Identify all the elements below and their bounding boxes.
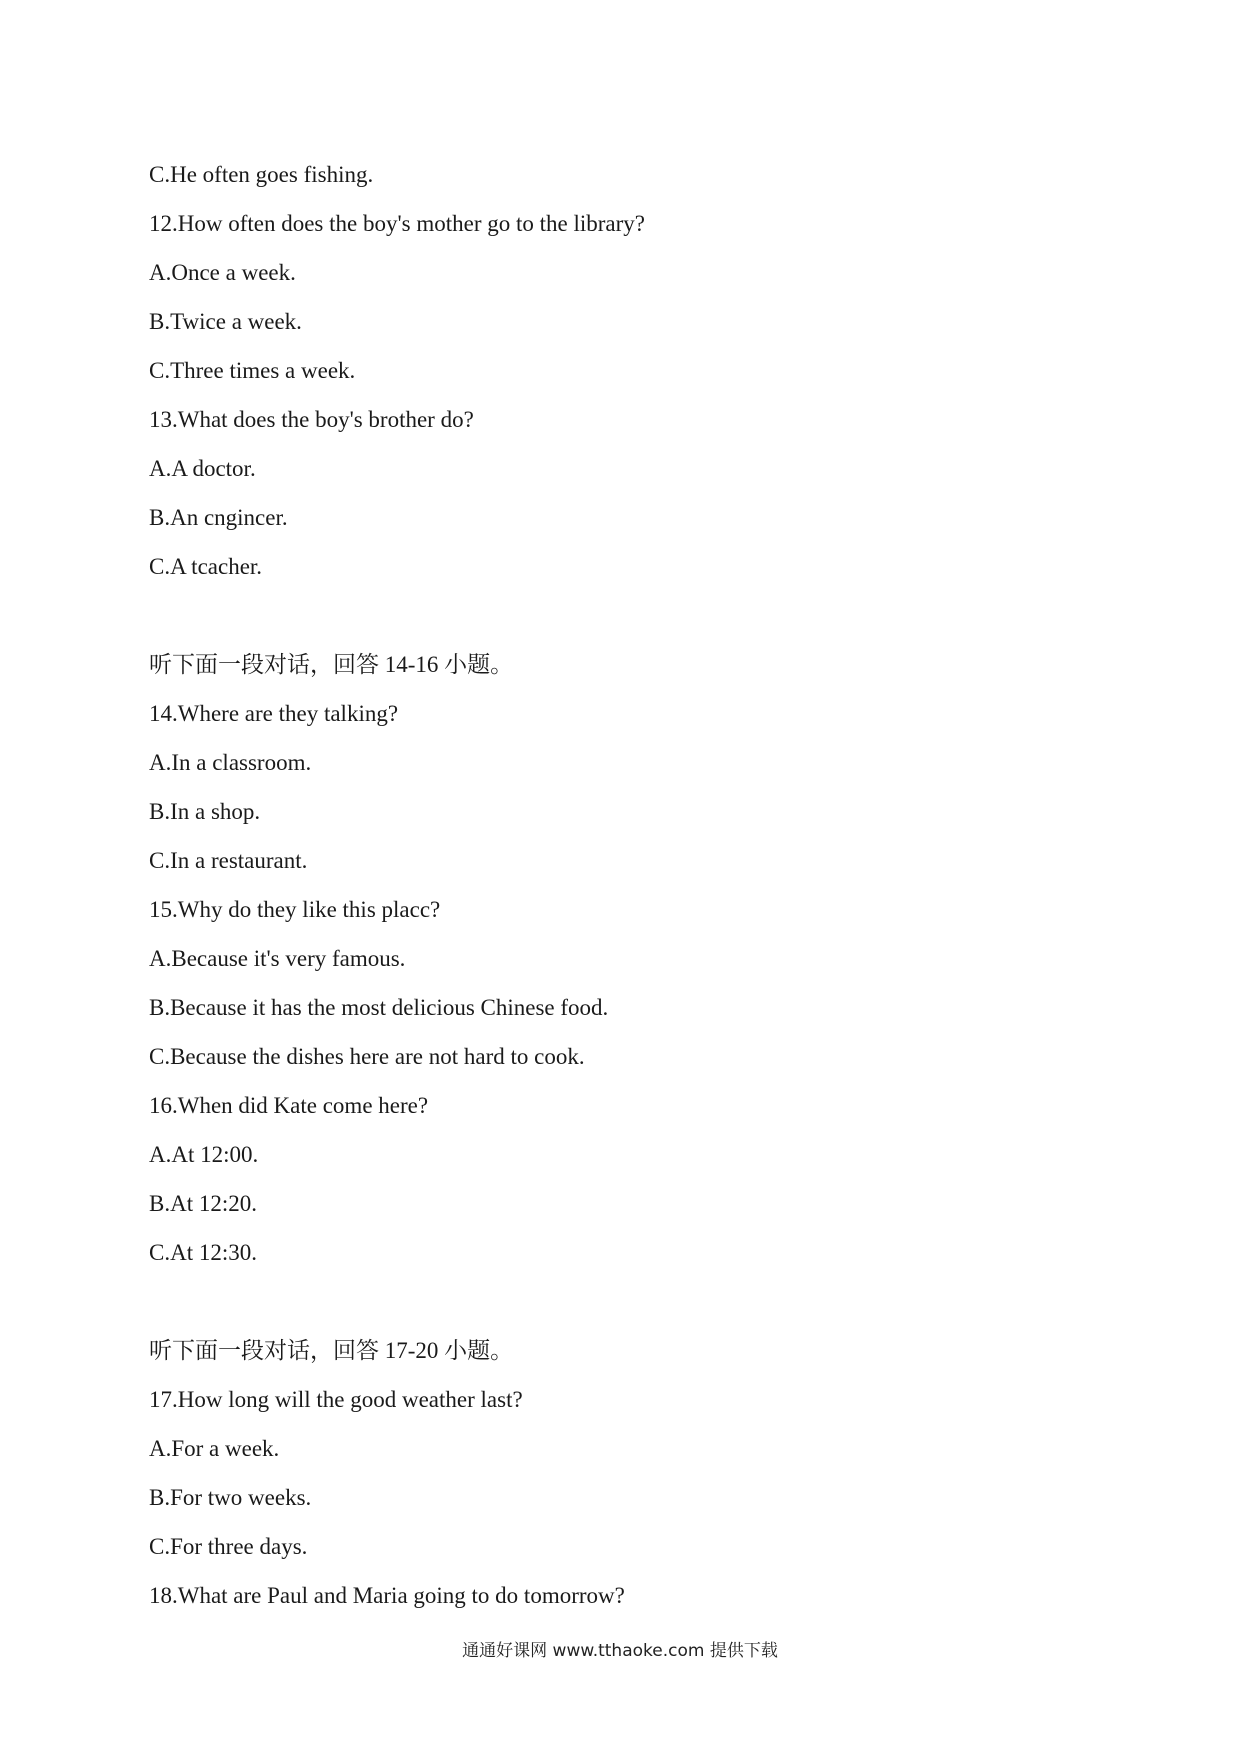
- answer-option: C.At 12:30.: [149, 1240, 257, 1265]
- answer-option: C.A tcacher.: [149, 554, 263, 579]
- document-body: [149, 156, 1129, 1626]
- answer-option: A.For a week.: [149, 1436, 280, 1461]
- answer-option: B.For two weeks.: [149, 1485, 312, 1510]
- answer-option: B.An cngincer.: [149, 505, 288, 530]
- answer-option: C.For three days.: [149, 1534, 308, 1559]
- answer-option: C.Because the dishes here are not hard to cook.: [149, 1044, 585, 1069]
- question-14: 14.Where are they talking?: [149, 701, 399, 726]
- answer-option: B.Because it has the most delicious Chinese food.: [149, 995, 609, 1020]
- answer-option: B.Twice a week.: [149, 309, 302, 334]
- question-13: 13.What does the boy's brother do?: [149, 407, 474, 432]
- question-18: 18.What are Paul and Maria going to do tomorrow?: [149, 1583, 625, 1608]
- answer-option: B.In a shop.: [149, 799, 261, 824]
- answer-option: C.In a restaurant.: [149, 848, 308, 873]
- answer-option: A.At 12:00.: [149, 1142, 259, 1167]
- section-instruction: 听下面一段对话，回答 17-20 小题。: [149, 1338, 514, 1363]
- section-spacer: [149, 1283, 1129, 1332]
- answer-option: C.He often goes fishing.: [149, 162, 374, 187]
- question-15: 15.Why do they like this placc?: [149, 897, 441, 922]
- answer-option: A.Once a week.: [149, 260, 296, 285]
- page-footer: 通通好课网 www.tthaoke.com 提供下载: [462, 1641, 778, 1661]
- question-16: 16.When did Kate come here?: [149, 1093, 429, 1118]
- answer-option: A.Because it's very famous.: [149, 946, 406, 971]
- answer-option: C.Three times a week.: [149, 358, 356, 383]
- section-instruction: 听下面一段对话，回答 14-16 小题。: [149, 652, 514, 677]
- question-12: 12.How often does the boy's mother go to the library?: [149, 211, 645, 236]
- answer-option: B.At 12:20.: [149, 1191, 257, 1216]
- question-17: 17.How long will the good weather last?: [149, 1387, 523, 1412]
- answer-option: A.A doctor.: [149, 456, 256, 481]
- section-spacer: [149, 597, 1129, 646]
- answer-option: A.In a classroom.: [149, 750, 312, 775]
